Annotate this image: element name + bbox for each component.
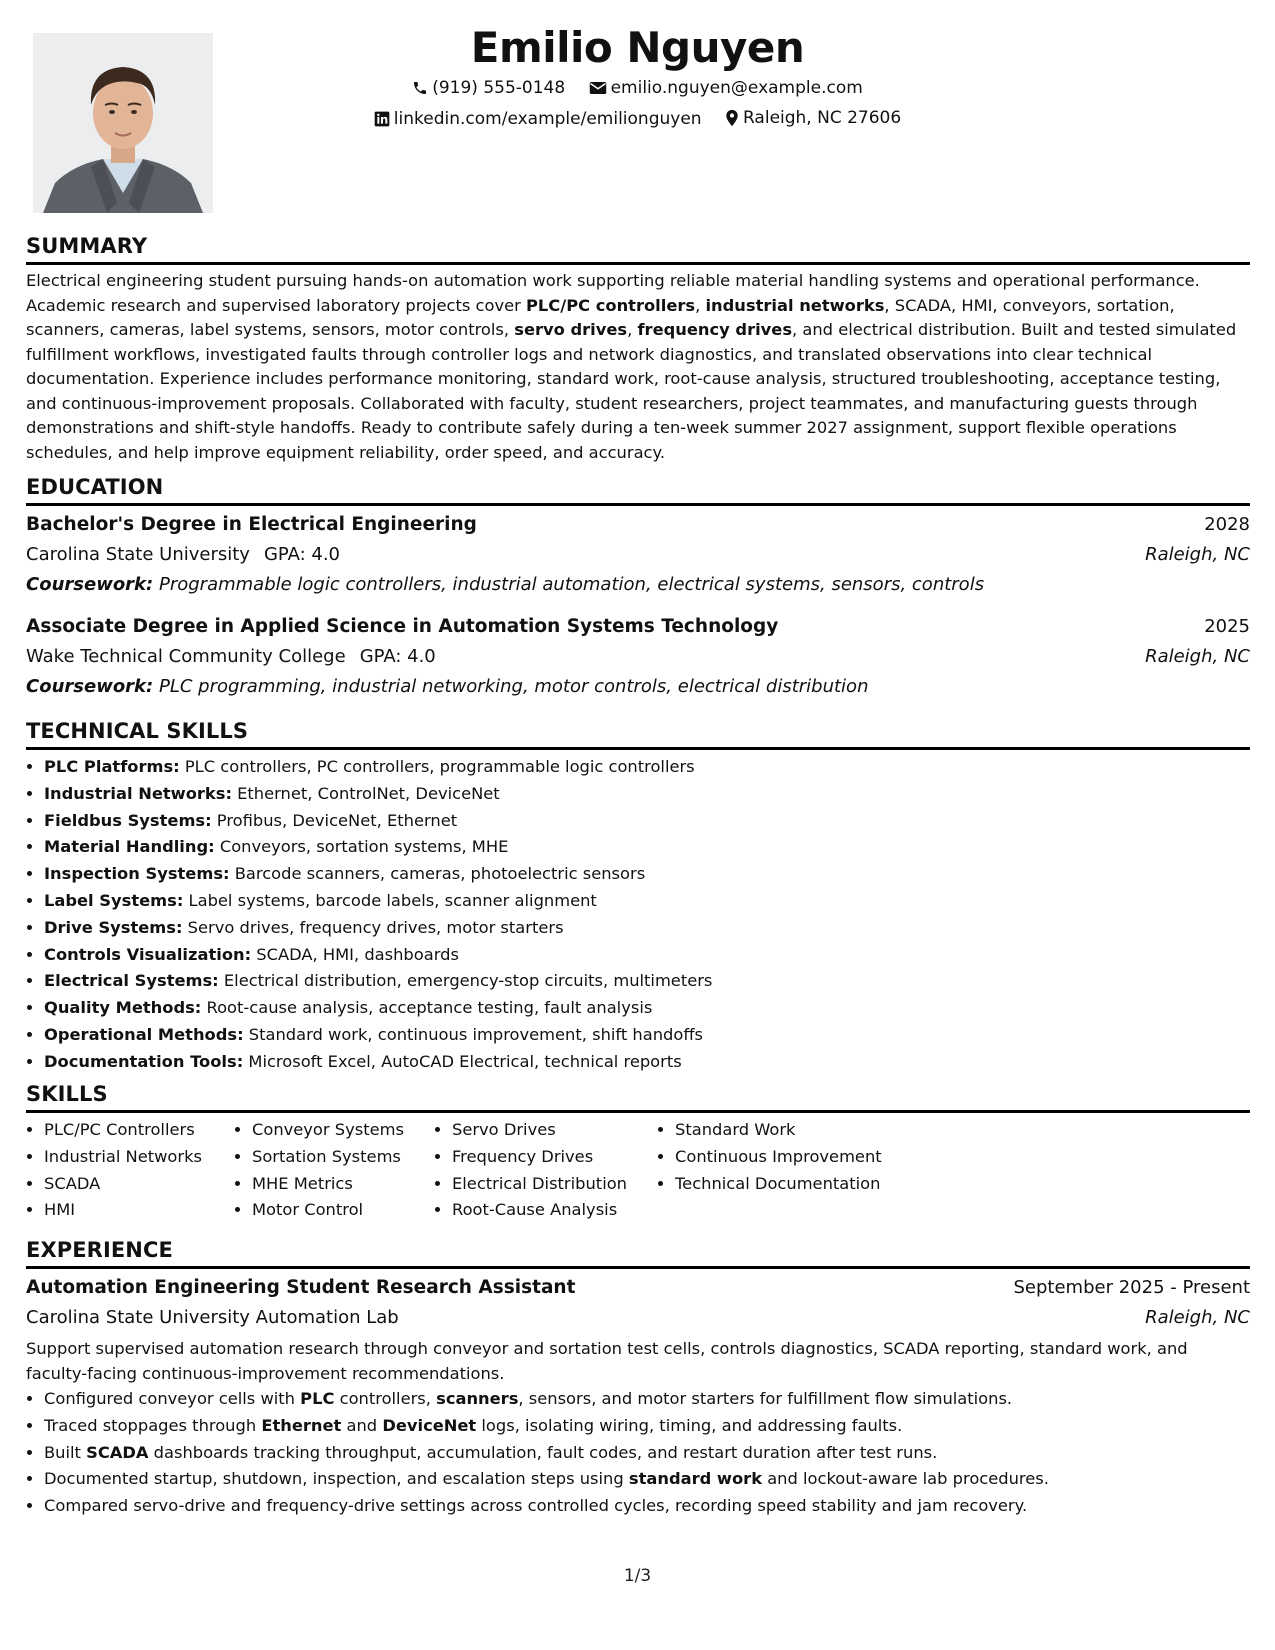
skill-item: • Root-Cause Analysis [452,1197,657,1224]
section-title: SUMMARY [26,232,1250,265]
education-entry [26,510,1250,600]
graduation-year: 2025 [1204,616,1250,637]
email-text: emilio.nguyen@example.com [610,78,863,98]
email-contact[interactable] [589,76,863,100]
list-item: • Built SCADA dashboards tracking throughput, accumulation, fault codes, and restart duration after test runs. [44,1440,1250,1467]
map-pin-icon [725,109,739,127]
candidate-name: Emilio Nguyen [470,23,805,72]
school-location: Raleigh, NC [1145,646,1250,667]
phone-icon [412,80,428,96]
list-item: • PLC Platforms: PLC controllers, PC controllers, programmable logic controllers [44,754,1250,781]
list-item: • Configured conveyor cells with PLC controllers, scanners, sensors, and motor starters for fulfillment flow simulations. [44,1386,1250,1413]
skill-item: • Electrical Distribution [452,1171,657,1198]
list-item: • Documented startup, shutdown, inspection, and escalation steps using standard work and lockout-aware lab procedures. [44,1466,1250,1493]
technical-skills-section [26,717,1250,1076]
education-entry [26,612,1250,702]
job-summary: Support supervised automation research through conveyor and sortation test cells, controls diagnostics, SCADA reporting, standard work, and faculty-facing continuous-improvement recommendations. [26,1339,1188,1383]
list-item: • Material Handling: Conveyors, sortation systems, MHE [44,834,1250,861]
skills-columns [26,1117,1250,1224]
envelope-icon [589,80,607,96]
list-item: • Industrial Networks: Ethernet, ControlNet, DeviceNet [44,781,1250,808]
contact-line-2 [0,106,1275,134]
list-item: • Compared servo-drive and frequency-drive settings across controlled cycles, recording speed stability and jam recovery. [44,1493,1250,1520]
list-item: • Quality Methods: Root-cause analysis, acceptance testing, fault analysis [44,995,1250,1022]
summary-text: Electrical engineering student pursuing hands-on automation work supporting reliable material handling systems and operational performance. Academic research and supervised laboratory projects cover PLC/PC controllers, industrial networks, SCADA, HMI, conveyors, sortation, scanners, cameras, label systems, sensors, motor controls, servo drives, frequency drives, and electrical distribution. Built and tested simulated fulfillment workflows, investigated faults through controller logs and network diagnostics, and translated observations into clear technical documentation. Experience includes performance monitoring, standard work, root-cause analysis, structured troubleshooting, acceptance testing, and continuous-improvement proposals. Collaborated with faculty, student researchers, project teammates, and manufacturing guests through demonstrations and shift-style handoffs. Ready to contribute safely during a ten-week summer 2027 assignment, support flexible operations schedules, and help improve equipment reliability, order speed, and accuracy. [26,271,1237,462]
experience-entry [26,1273,1250,1520]
phone-text: (919) 555-0148 [432,78,566,98]
skills-column [657,1117,915,1224]
job-bullets [26,1386,1250,1520]
summary-section [26,232,1250,465]
skill-item: • Technical Documentation [675,1171,915,1198]
linkedin-text: linkedin.com/example/emilionguyen [393,109,702,129]
technical-skills-list [26,754,1250,1076]
section-title: EDUCATION [26,473,1250,506]
linkedin-icon [374,111,390,127]
degree-title: Associate Degree in Applied Science in Automation Systems Technology [26,616,779,637]
section-title: EXPERIENCE [26,1236,1250,1269]
list-item: • Label Systems: Label systems, barcode labels, scanner alignment [44,888,1250,915]
linkedin-contact[interactable] [374,107,702,131]
section-title: TECHNICAL SKILLS [26,717,1250,750]
list-item: • Operational Methods: Standard work, continuous improvement, shift handoffs [44,1022,1250,1049]
skill-item: • Motor Control [252,1197,434,1224]
phone-contact[interactable] [412,76,565,100]
school-name-gpa: Carolina State University GPA: 4.0 [26,544,341,565]
skills-column [26,1117,234,1224]
coursework: Coursework: PLC programming, industrial networking, motor controls, electrical distribution [26,676,869,697]
school-location: Raleigh, NC [1145,544,1250,565]
page-number: 1/3 [623,1566,652,1586]
list-item: • Traced stoppages through Ethernet and DeviceNet logs, isolating wiring, timing, and addressing faults. [44,1413,1250,1440]
list-item: • Inspection Systems: Barcode scanners, cameras, photoelectric sensors [44,861,1250,888]
skill-item: • HMI [44,1197,234,1224]
list-item: • Fieldbus Systems: Profibus, DeviceNet, Ethernet [44,808,1250,835]
organization-name: Carolina State University Automation Lab [26,1307,399,1328]
skill-item: • Continuous Improvement [675,1144,915,1171]
skill-item: • Frequency Drives [452,1144,657,1171]
job-dates: September 2025 - Present [1013,1277,1250,1298]
skill-item: • PLC/PC Controllers [44,1117,234,1144]
skills-section [26,1080,1250,1224]
location-contact [725,106,901,130]
skill-item: • Industrial Networks [44,1144,234,1171]
school-name-gpa: Wake Technical Community College GPA: 4.0 [26,646,436,667]
list-item: • Documentation Tools: Microsoft Excel, AutoCAD Electrical, technical reports [44,1049,1250,1076]
skill-item: • Conveyor Systems [252,1117,434,1144]
skill-item: • SCADA [44,1171,234,1198]
skill-item: • MHE Metrics [252,1171,434,1198]
coursework: Coursework: Programmable logic controllers, industrial automation, electrical systems, sensors, controls [26,574,985,595]
list-item: • Controls Visualization: SCADA, HMI, dashboards [44,942,1250,969]
education-section [26,473,1250,702]
skill-item: • Sortation Systems [252,1144,434,1171]
graduation-year: 2028 [1204,514,1250,535]
section-title: SKILLS [26,1080,1250,1113]
job-location: Raleigh, NC [1145,1307,1250,1328]
list-item: • Electrical Systems: Electrical distribution, emergency-stop circuits, multimeters [44,968,1250,995]
skill-item: • Standard Work [675,1117,915,1144]
skills-column [234,1117,434,1224]
skills-column [434,1117,657,1224]
skill-item: • Servo Drives [452,1117,657,1144]
job-title: Automation Engineering Student Research Assistant [26,1277,576,1298]
list-item: • Drive Systems: Servo drives, frequency drives, motor starters [44,915,1250,942]
degree-title: Bachelor's Degree in Electrical Engineering [26,514,477,535]
experience-section [26,1236,1250,1520]
location-text: Raleigh, NC 27606 [742,108,902,128]
contact-line-1 [0,76,1275,103]
